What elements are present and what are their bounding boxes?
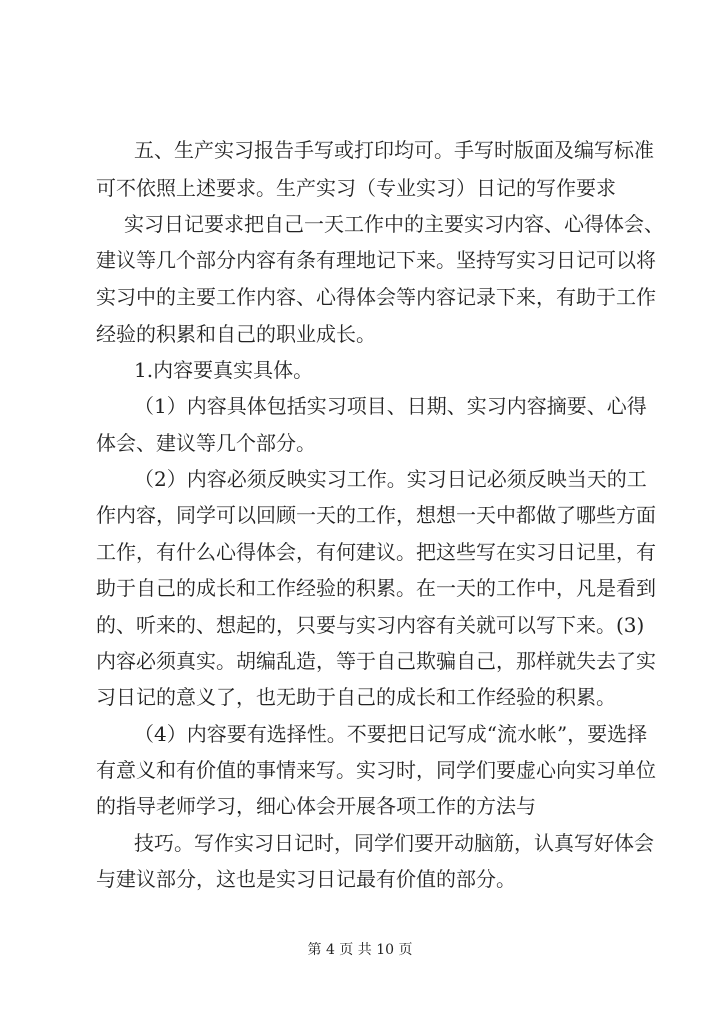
text-line: 五、生产实习报告手写或打印均可。手写时版面及编写标准 (134, 138, 654, 162)
text-line: 与建议部分，这也是实习日记最有价值的部分。 (96, 867, 516, 891)
text-line: 经验的积累和自己的职业成长。 (96, 322, 376, 346)
text-line: 1.内容要真实具体。 (134, 358, 314, 382)
text-line: （2）内容必须反映实习工作。实习日记必须反映当天的工 (134, 467, 647, 491)
text-line: （1）内容具体包括实习项目、日期、实习内容摘要、心得 (134, 394, 647, 418)
text-line: 实习日记要求把自己一天工作中的主要实习内容、心得体会、 (124, 212, 664, 236)
text-line: 可不依照上述要求。生产实习（专业实习）日记的写作要求 (96, 176, 616, 200)
page-number-footer: 第 4 页 共 10 页 (307, 942, 413, 958)
text-line: 的、听来的、想起的，只要与实习内容有关就可以写下来。(3) (96, 613, 645, 637)
text-line: （4）内容要有选择性。不要把日记写成“流水帐”，要选择 (134, 722, 648, 746)
text-line: 体会、建议等几个部分。 (96, 431, 316, 455)
text-line: 技巧。写作实习日记时，同学们要开动脑筋，认真写好体会 (134, 831, 654, 855)
text-line: 作内容，同学可以回顾一天的工作，想想一天中都做了哪些方面 (96, 503, 656, 527)
text-line: 的指导老师学习，细心体会开展各项工作的方法与 (96, 794, 536, 818)
text-line: 有意义和有价值的事情来写。实习时，同学们要虚心向实习单位 (96, 758, 656, 782)
text-line: 工作，有什么心得体会，有何建议。把这些写在实习日记里，有 (96, 540, 656, 564)
text-line: 习日记的意义了，也无助于自己的成长和工作经验的积累。 (96, 685, 616, 709)
text-line: 内容必须真实。胡编乱造，等于自己欺骗自己，那样就失去了实 (96, 649, 656, 673)
text-line: 建议等几个部分内容有条有理地记下来。坚持写实习日记可以将 (96, 248, 656, 272)
text-line: 实习中的主要工作内容、心得体会等内容记录下来，有助于工作 (96, 285, 656, 309)
text-line: 助于自己的成长和工作经验的积累。在一天的工作中，凡是看到 (96, 576, 656, 600)
